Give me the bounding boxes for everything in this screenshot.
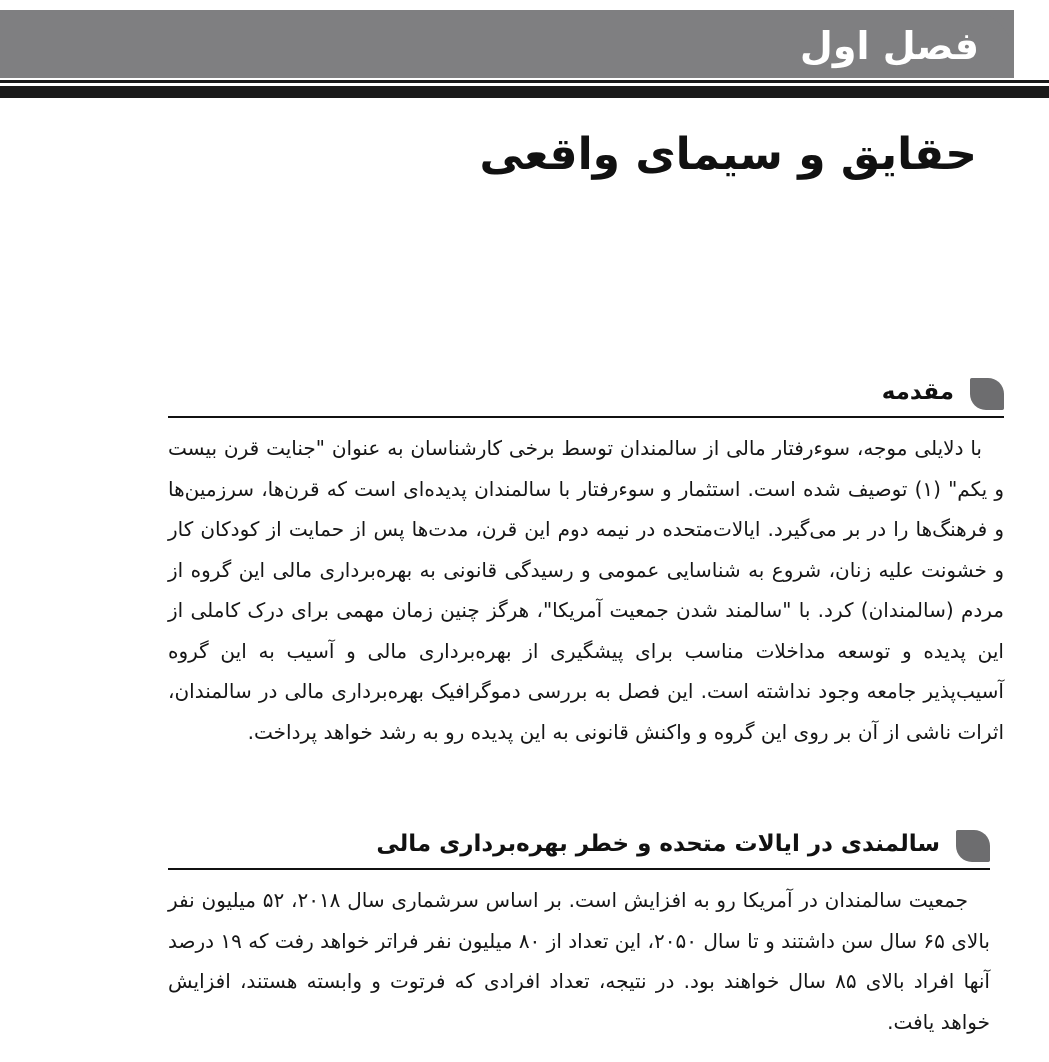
section-introduction xyxy=(168,370,1004,772)
header-rule-thin xyxy=(0,80,1049,83)
section-heading: مقدمه xyxy=(881,379,954,405)
chapter-label: فصل اول xyxy=(799,24,979,68)
header-rule-thick xyxy=(0,86,1049,98)
section-heading: سالمندی در ایالات متحده و خطر بهره‌برداری مالی xyxy=(376,831,940,857)
section-marker-icon xyxy=(956,830,990,862)
section-header xyxy=(168,370,1004,418)
section-header xyxy=(168,822,990,870)
page-title: حقایق و سیمای واقعی xyxy=(479,129,977,180)
section-marker-icon xyxy=(970,378,1004,410)
section-paragraph: جمعیت سالمندان در آمریکا رو به افزایش است. بر اساس سرشماری سال ۲۰۱۸، ۵۲ میلیون نفر بالای ۶۵ سال سن داشتند و تا سال ۲۰۵۰، این تعداد از ۸۰ میلیون نفر فراتر خواهد رفت که ۱۹ درصد آنها افراد بالای ۸۵ سال خواهند بود. در نتیجه، تعداد افرادی که فرتوت و وابسته هستند، افزایش خواهد یافت. xyxy=(168,888,990,1034)
section-aging-us xyxy=(168,822,990,1062)
section-paragraph: با دلایلی موجه، سوءرفتار مالی از سالمندان توسط برخی کارشناسان به عنوان "جنایت قرن بیست و یکم" (۱) توصیف شده است. استثمار و سوءرفتار با سالمندان پدیده‌ای است که قرن‌ها، سرزمین‌ها و فرهنگ‌ها را در بر می‌گیرد. ایالات‌متحده در نیمه دوم این قرن، مدت‌ها پس از حمایت از کودکان کار و خشونت علیه زنان، شروع به شناسایی عمومی و رسیدگی قانونی به بهره‌برداری مالی این گروه از مردم (سالمندان) کرد. با "سالمند شدن جمعیت آمریکا"، هرگز چنین زمان مهمی برای درک کاملی از این پدیده و توسعه مداخلات مناسب برای پیشگیری از بهره‌برداری مالی و آسیب به این گروه آسیب‌پذیر جامعه وجود نداشته است. این فصل به بررسی دموگرافیک بهره‌برداری مالی در سالمندان، اثرات ناشی از آن بر روی این گروه و واکنش قانونی به این پدیده رو به رشد خواهد پرداخت. xyxy=(168,436,1005,744)
